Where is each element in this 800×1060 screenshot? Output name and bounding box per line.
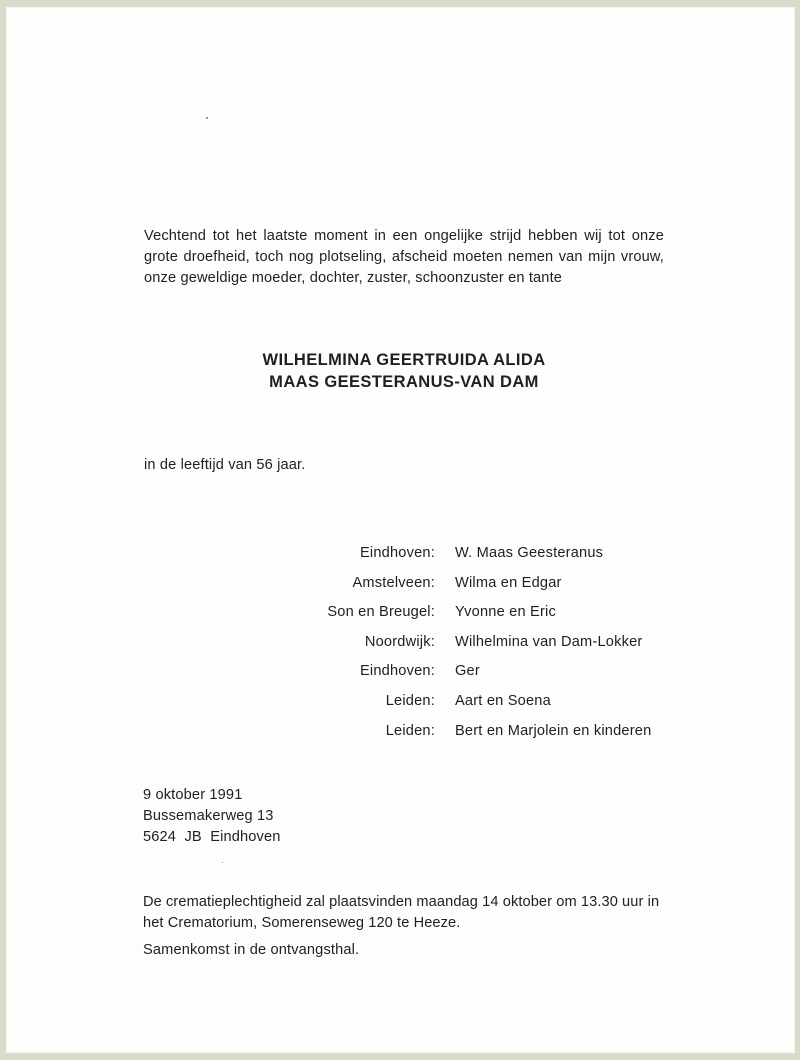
family-row [300,545,720,575]
family-place: Amstelveen: [352,574,435,591]
family-list [300,545,720,752]
family-place: Son en Breugel: [327,604,435,621]
family-place: Leiden: [385,692,435,709]
family-row [300,604,720,634]
family-row [300,634,720,664]
family-row [300,663,720,693]
family-row [300,693,720,723]
family-names: W. Maas Geesteranus [455,545,604,561]
family-names: Aart en Soena [455,692,551,709]
address-date: 9 oktober 1991 [143,787,243,803]
intro-paragraph: Vechtend tot het laatste moment in een ongelijke strijd hebben wij tot onze grote droefheid, toch nog plotseling, afscheid moeten nemen van mijn vrouw, onze geweldige moeder, dochter, zuster, schoonzuster en tante [144,228,664,286]
family-names: Bert en Marjolein en kinderen [455,722,652,739]
family-names: Yvonne en Eric [455,604,556,621]
family-row [300,575,720,605]
ceremony-paragraph: De crematieplechtigheid zal plaatsvinden maandag 14 oktober om 13.30 uur in het Crematorium, Somerenseweg 120 te Heeze. [143,894,660,931]
address-block [143,785,281,848]
family-names: Wilhelmina van Dam-Lokker [455,633,643,650]
deceased-name-line-1: WILHELMINA GEERTRUIDA ALIDA [262,351,546,369]
family-place: Noordwijk: [364,633,435,650]
family-place: Eindhoven: [359,663,435,680]
family-names: Wilma en Edgar [455,574,562,591]
address-street: Bussemakerweg 13 [143,808,274,824]
print-speck [222,862,223,863]
family-place: Leiden: [385,722,435,739]
address-postal-city: 5624 JB Eindhoven [143,829,281,845]
gathering-line: Samenkomst in de ontvangsthal. [143,942,360,958]
family-names: Ger [455,663,480,680]
deceased-name-line-2: MAAS GEESTERANUS-VAN DAM [269,373,539,391]
age-line: in de leeftijd van 56 jaar. [144,457,306,473]
family-place: Eindhoven: [359,545,435,561]
print-speck [206,117,208,119]
family-row [300,723,720,753]
